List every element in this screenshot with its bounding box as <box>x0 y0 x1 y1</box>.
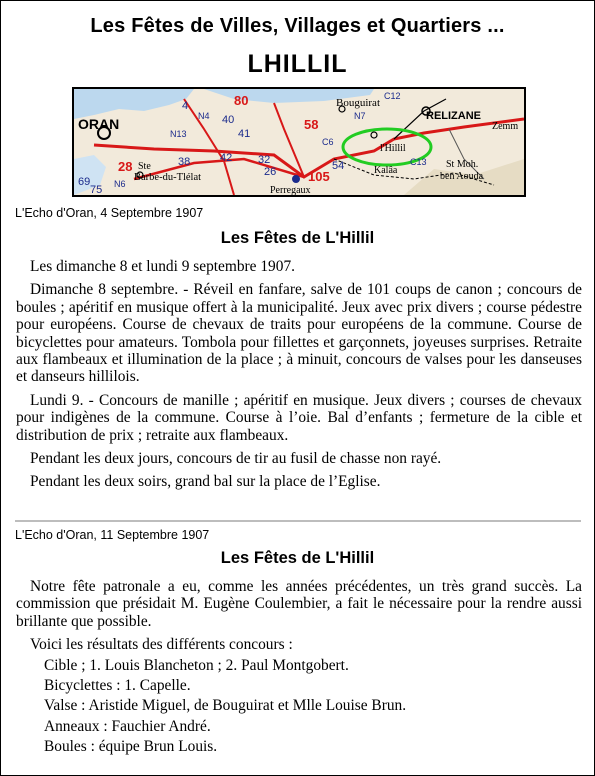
road-number: 28 <box>118 159 133 174</box>
sea-area <box>74 89 194 119</box>
map-label-bouguirat: Bouguirat <box>336 97 380 109</box>
road-number: N6 <box>114 179 126 189</box>
article-paragraph: Pendant les deux jours, concours de tir au fusil de chasse non rayé. <box>30 450 442 468</box>
road-number: 75 <box>90 184 103 195</box>
article-title: Les Fêtes de L'Hillil <box>220 549 375 567</box>
map-label-barbe: Barbe-du-Tlélat <box>134 172 202 183</box>
map-label-kalaa: Kalâa <box>374 165 398 176</box>
town-marker-perregaux <box>292 175 300 183</box>
article-paragraph: Notre fête patronale a eu, comme les années précédentes, un très grand succès. La commission que présidait M. Eugène Coulembier, a fait le nécessaire pour la rendre aussi brillante que possible. <box>16 578 582 630</box>
road-number: 26 <box>264 166 277 178</box>
map-label-hillil: l'Hillil <box>380 143 406 154</box>
road-number: 54 <box>332 160 345 172</box>
article-body <box>16 258 582 497</box>
results-item: Valse : Aristide Miguel, de Bouguirat et Mlle Louise Brun. <box>44 697 407 715</box>
map-label-zemm: Zemm <box>492 121 519 132</box>
road-number: 69 <box>78 176 91 188</box>
article-paragraph: Les dimanche 8 et lundi 9 septembre 1907. <box>30 258 295 275</box>
results-list <box>16 657 582 756</box>
region-map <box>72 87 526 197</box>
section-divider <box>15 520 581 522</box>
article-body <box>16 578 582 759</box>
road-number: 32 <box>258 154 271 166</box>
road-number: 80 <box>234 93 249 108</box>
road-number: 40 <box>222 114 235 126</box>
road-number: 38 <box>178 156 191 168</box>
road-number: 41 <box>238 128 251 140</box>
results-item: Boules : équipe Brun Louis. <box>44 738 218 756</box>
road-number: N4 <box>198 111 210 121</box>
road-number: N13 <box>170 129 187 139</box>
map-label-st-moh: St Moh. <box>446 159 479 170</box>
article-paragraph: Lundi 9. - Concours de manille ; apéritif en musique. Jeux divers ; courses de chevaux pour indigènes de la commune. Course à l’oie. Bal d’enfants ; fermeture de la cible et distribution de prix ; retraite aux flambeaux. <box>16 391 582 444</box>
road-number: 58 <box>304 117 319 132</box>
town-marker-hillil <box>371 132 377 138</box>
article-source: L'Echo d'Oran, 11 Septembre 1907 <box>15 528 210 542</box>
page-subtitle: LHILLIL <box>247 50 348 78</box>
map-label-perregaux: Perregaux <box>270 185 311 195</box>
article-source: L'Echo d'Oran, 4 Septembre 1907 <box>15 206 204 220</box>
road-number: 42 <box>220 152 233 164</box>
article-paragraph: Pendant les deux soirs, grand bal sur la place de l’Eglise. <box>30 473 381 491</box>
road-number: 105 <box>308 169 330 184</box>
map-label-ben-aouda: ben Aouda <box>440 171 484 182</box>
road-number: C6 <box>322 137 334 147</box>
article-title: Les Fêtes de L'Hillil <box>220 229 375 247</box>
map-label-oran: ORAN <box>78 116 120 132</box>
road-number: C13 <box>410 157 427 167</box>
results-item: Bicyclettes : 1. Capelle. <box>44 677 191 695</box>
article-paragraph: Dimanche 8 septembre. - Réveil en fanfare, salve de 101 coups de canon ; concours de boules ; apéritif en musique offert à la municipalité. Jeux avec prix divers ; course pédestre pour européens. Course de chevaux de traits pour européens de la commune. Course de bicyclettes pour amateurs. Tombola pour fillettes et garçonnets, joyeuses surprises. Retraite aux flambeaux et illumination de la place ; à minuit, concours de valses pour les danseuses et danseurs hillilois. <box>16 281 582 386</box>
article-paragraph: Voici les résultats des différents concours : <box>30 636 293 654</box>
page-title: Les Fêtes de Villes, Villages et Quartiers ... <box>90 15 505 37</box>
results-item: Anneaux : Fauchier André. <box>44 717 211 735</box>
road-number: C12 <box>384 91 401 101</box>
road-number: N7 <box>354 111 366 121</box>
results-item: Cible ; 1. Louis Blancheton ; 2. Paul Montgobert. <box>44 656 349 674</box>
road-number: 4 <box>182 100 189 112</box>
map-label-relizane: RELIZANE <box>426 110 481 122</box>
map-label-ste: Ste <box>138 161 151 172</box>
